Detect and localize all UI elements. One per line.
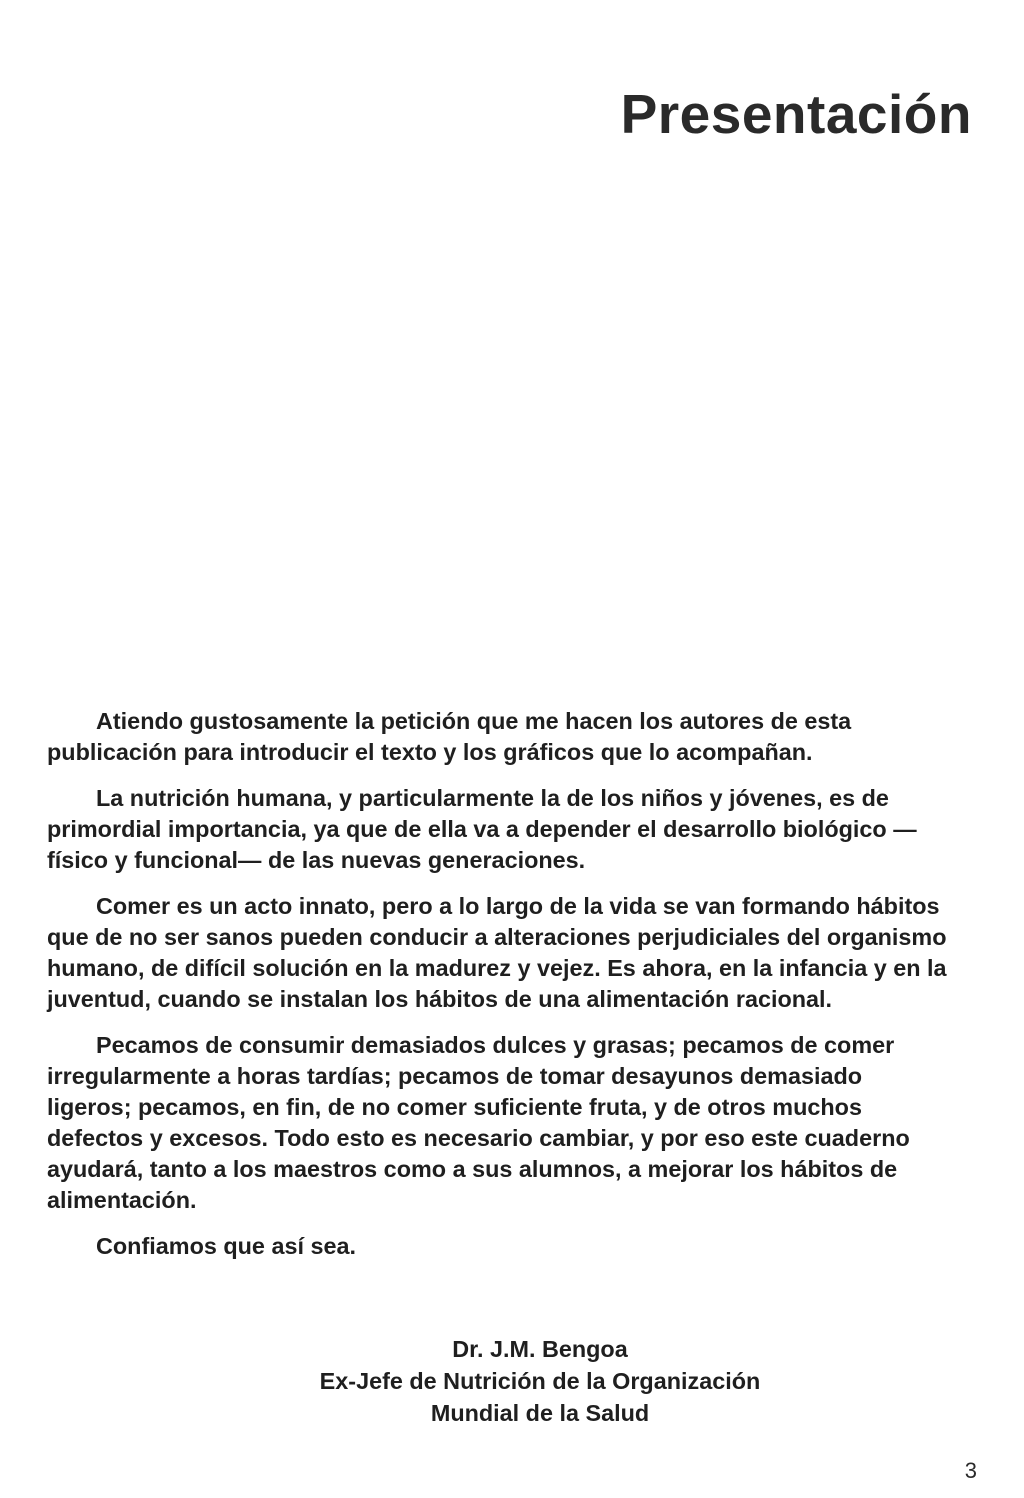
page-title: Presentación	[620, 83, 972, 145]
paragraph: Confiamos que así sea.	[96, 1233, 356, 1259]
signature-role-line: Mundial de la Salud	[430, 1400, 650, 1426]
signature-block	[220, 1333, 860, 1429]
body-text	[47, 706, 947, 1277]
signature-role-line: Ex-Jefe de Nutrición de la Organización	[319, 1368, 761, 1394]
paragraph: Pecamos de consumir demasiados dulces y grasas; pecamos de comer irregularmente a horas tardías; pecamos de tomar desayunos demasiado ligeros; pecamos, en fin, de no comer suficiente fruta, y de otros muchos defectos y excesos. Todo esto es necesario cambiar, y por eso este cuaderno ayudará, tanto a los maestros como a sus alumnos, a mejorar los hábitos de alimentación.	[47, 1032, 910, 1213]
signature-name: Dr. J.M. Bengoa	[452, 1336, 628, 1362]
paragraph: Atiendo gustosamente la petición que me hacen los autores de esta publicación para introducir el texto y los gráficos que lo acompañan.	[47, 708, 852, 765]
page-number: 3	[964, 1458, 977, 1483]
paragraph: Comer es un acto innato, pero a lo largo de la vida se van formando hábitos que de no ser sanos pueden conducir a alteraciones perjudiciales del organismo humano, de difícil solución en la madurez y vejez. Es ahora, en la infancia y en la juventud, cuando se instalan los hábitos de una alimentación racional.	[47, 893, 947, 1012]
paragraph: La nutrición humana, y particularmente la de los niños y jóvenes, es de primordial importancia, ya que de ella va a depender el desarrollo biológico —físico y funcional— de las nuevas generaciones.	[47, 785, 917, 873]
